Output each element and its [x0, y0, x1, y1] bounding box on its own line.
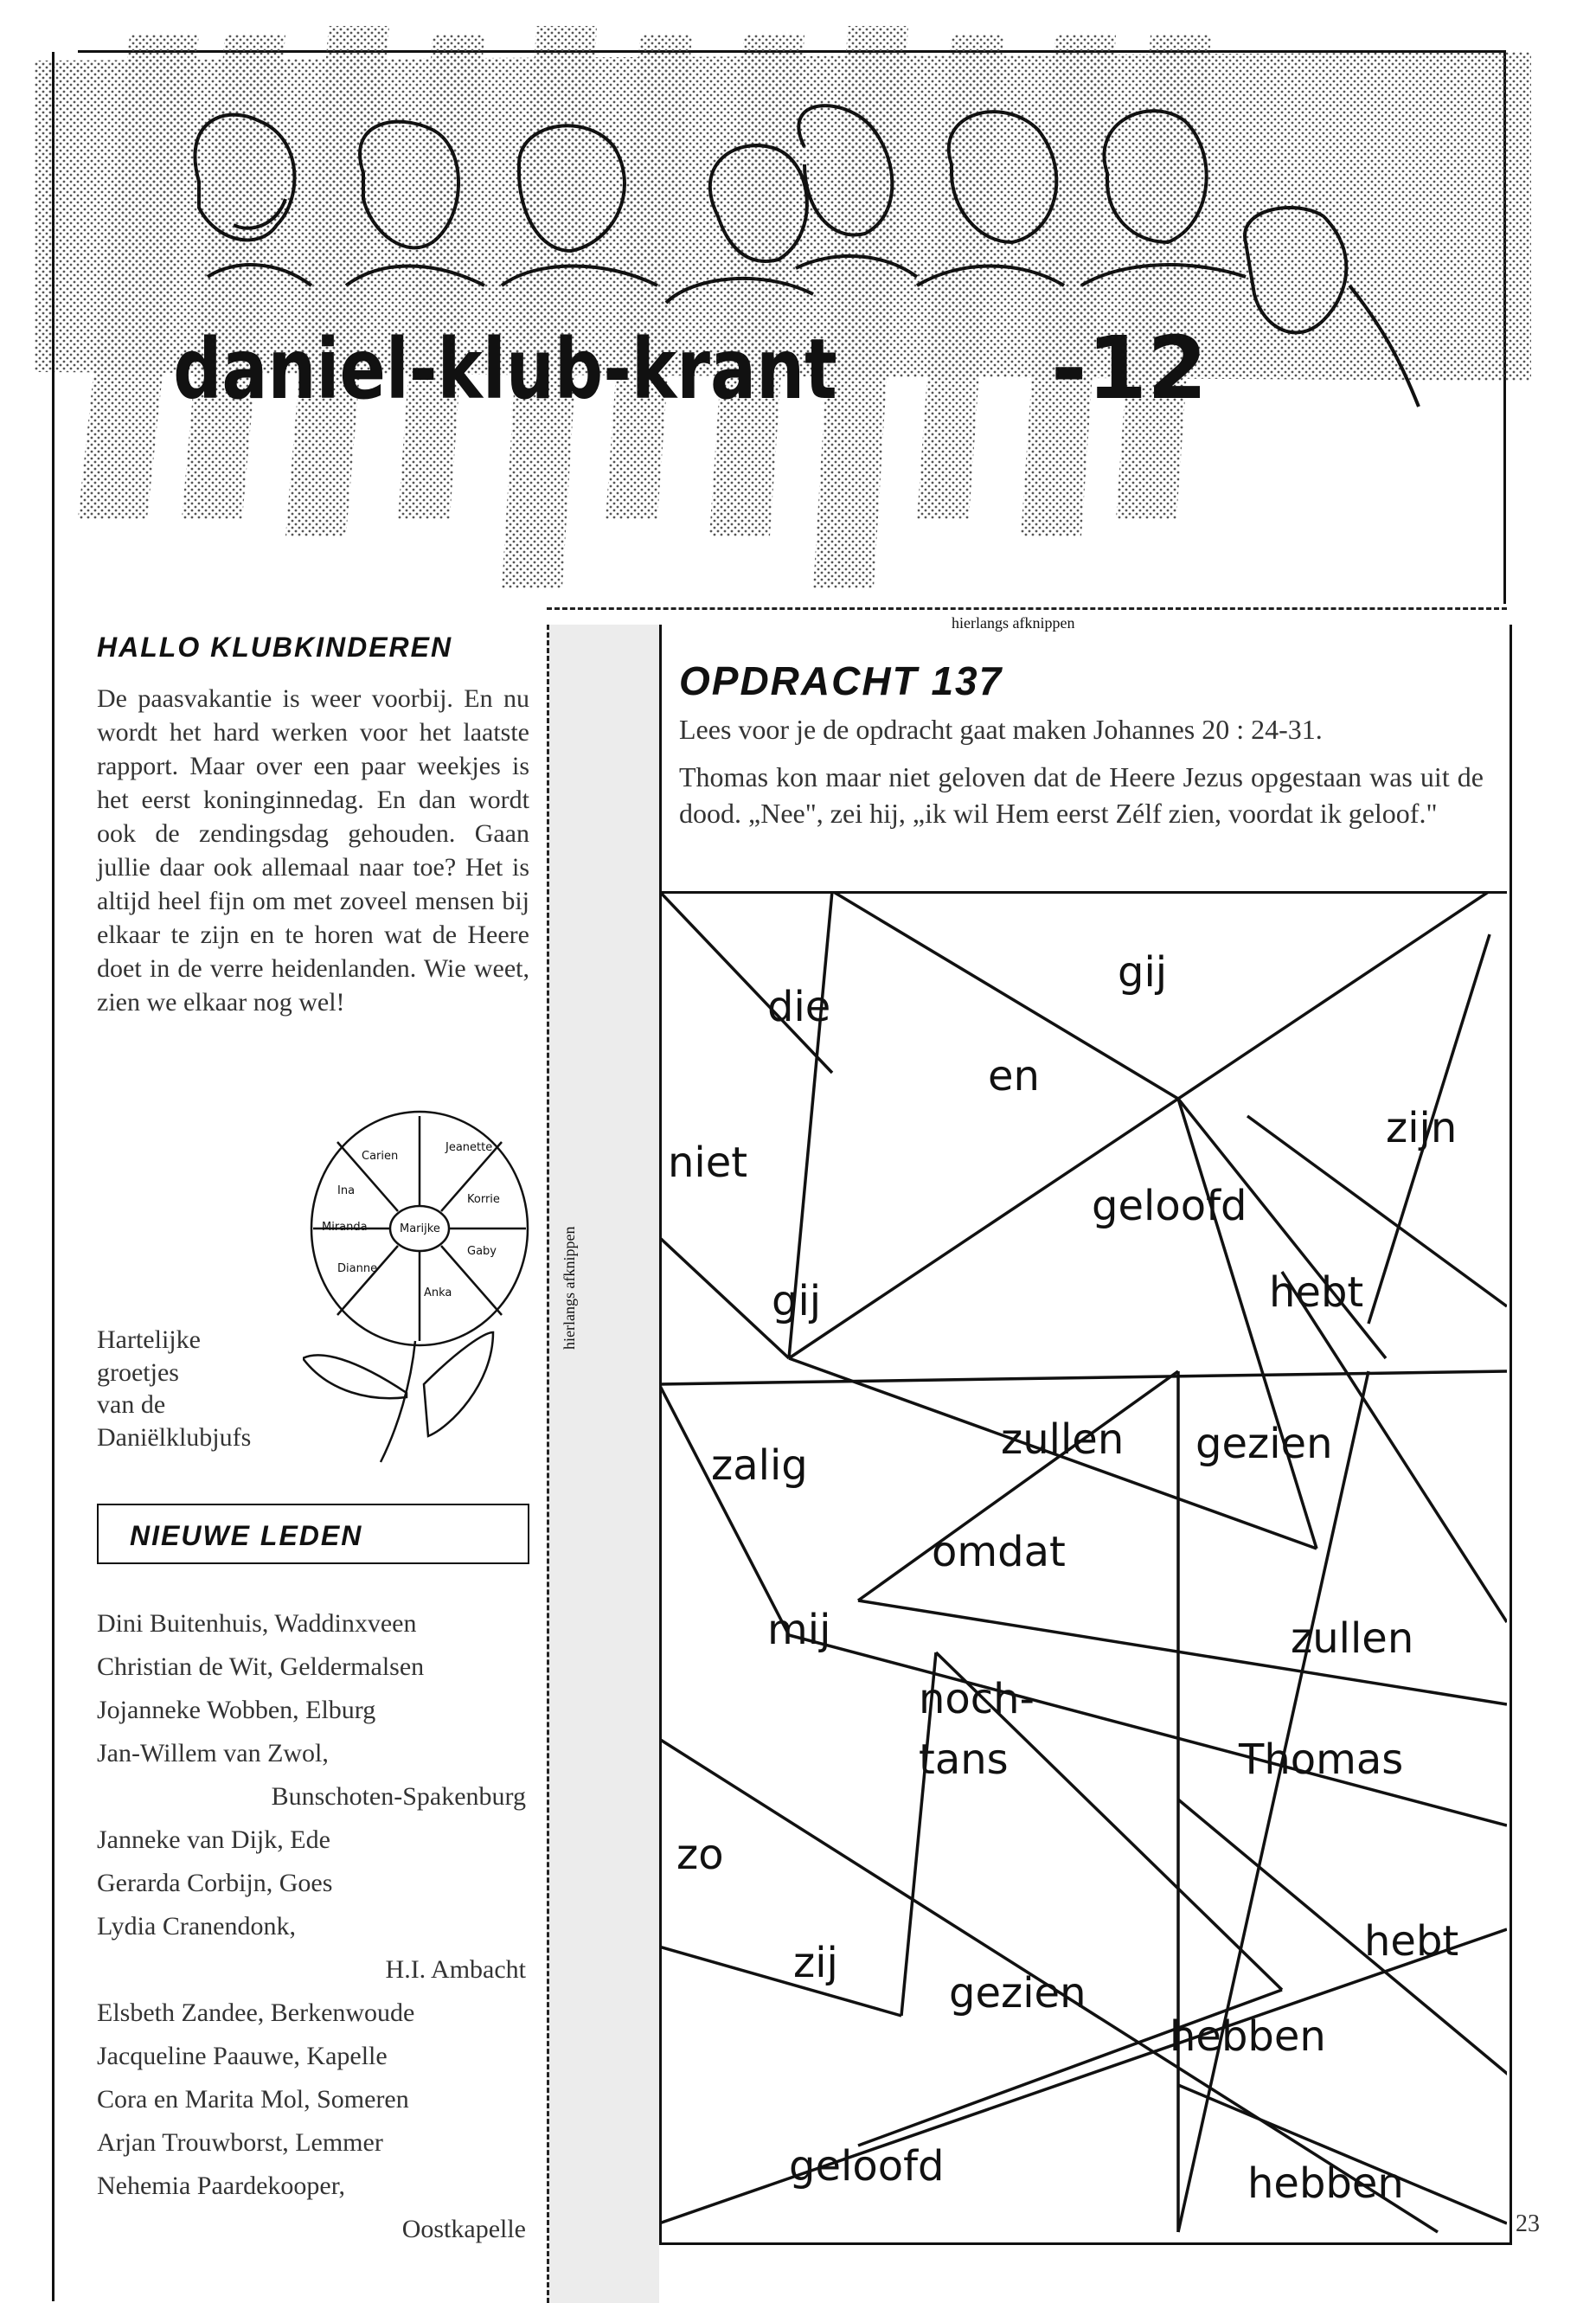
cut-line-vertical	[547, 625, 549, 2303]
puzzle-word: geloofd	[1092, 1182, 1247, 1230]
puzzle-word: mij	[767, 1606, 831, 1654]
list-item: Gerarda Corbijn, Goes	[97, 1869, 333, 1897]
flower-name-9: Anka	[424, 1286, 452, 1299]
list-item: Arjan Trouwborst, Lemmer	[97, 2128, 383, 2157]
list-item: Christian de Wit, Geldermalsen	[97, 1652, 425, 1681]
puzzle-word: gij	[1118, 948, 1168, 997]
issue-number: -12	[1051, 318, 1208, 419]
cut-label-side: hierlangs afknippen	[561, 1226, 578, 1350]
member-list	[97, 1602, 526, 2251]
puzzle-word: Thomas	[1239, 1735, 1404, 1784]
nieuwe-leden-title: NIEUWE LEDEN	[130, 1520, 363, 1551]
masthead	[0, 0, 1596, 606]
puzzle-word: hebben	[1170, 2012, 1326, 2061]
flower-drawing	[303, 1099, 536, 1471]
greeting-line: groetjes	[97, 1357, 179, 1387]
puzzle-word: zullen	[1001, 1415, 1125, 1464]
flower-name-6: Miranda	[322, 1221, 368, 1234]
list-item: H.I. Ambacht	[385, 1955, 526, 1984]
hallo-title: HALLO KLUBKINDEREN	[97, 632, 453, 663]
list-item: Jan-Willem van Zwol,	[97, 1739, 329, 1767]
list-item: Janneke van Dijk, Ede	[97, 1825, 330, 1854]
puzzle-word: zijn	[1386, 1104, 1458, 1152]
opdracht-story: Thomas kon maar niet geloven dat de Heere Jezus opgestaan was uit de dood. „Nee", zei hij, „ik wil Hem eerst Zélf zien, voordat ik geloof."	[679, 761, 1484, 829]
puzzle-word: geloofd	[789, 2142, 945, 2191]
list-item: Cora en Marita Mol, Someren	[97, 2085, 409, 2114]
opdracht-title: OPDRACHT 137	[679, 658, 1003, 703]
masthead-title: daniel-klub-krant	[173, 321, 837, 418]
page-number: 23	[1516, 2210, 1540, 2237]
puzzle-word: tans	[919, 1735, 1009, 1784]
cut-label-top: hierlangs afknippen	[952, 614, 1075, 632]
list-item: Oostkapelle	[401, 2215, 526, 2243]
cut-line-horizontal	[547, 607, 1507, 610]
greeting-line: Daniëlklubjufs	[97, 1422, 252, 1452]
flower-name-8: Dianne	[337, 1262, 378, 1275]
puzzle-word: en	[988, 1052, 1040, 1100]
list-item: Jacqueline Paauwe, Kapelle	[97, 2042, 388, 2070]
list-item: Jojanneke Wobben, Elburg	[97, 1696, 376, 1724]
greeting-line: van de	[97, 1390, 166, 1419]
flower-name-2: Jeanette	[445, 1141, 493, 1154]
puzzle-grid	[659, 891, 1507, 2241]
puzzle-word: zullen	[1291, 1614, 1414, 1663]
puzzle-word: gezien	[1195, 1420, 1333, 1468]
puzzle-word: zo	[676, 1831, 724, 1879]
puzzle-word: zij	[793, 1939, 838, 1987]
puzzle-word: gij	[772, 1277, 822, 1325]
flower-name-3: Ina	[337, 1184, 356, 1197]
list-item: Nehemia Paardekooper,	[97, 2171, 346, 2200]
flower-name-4: Marijke	[400, 1222, 440, 1235]
flower-name-5: Korrie	[467, 1193, 500, 1206]
list-item: Bunschoten-Spakenburg	[271, 1782, 526, 1811]
hallo-body: De paasvakantie is weer voorbij. En nu wordt het hard werken voor het laatste rapport. Maar over een paar weekjes is het eerst koninginnedag. En dan wordt ook de zendingsdag gehouden. Gaan jullie daar ook allemaal naar toe? Het is altijd heel fijn om met zoveel mensen bij elkaar te zijn en te horen wat de Heere doet in de verre heidenlanden. Wie weet, zien we elkaar nog wel!	[97, 684, 529, 1017]
cut-strip	[547, 625, 659, 2303]
puzzle-word: hebt	[1269, 1268, 1364, 1317]
list-item: Lydia Cranendonk,	[97, 1912, 296, 1941]
flower-name-1: Carien	[362, 1150, 399, 1163]
puzzle-word: die	[767, 983, 831, 1031]
left-frame-line	[52, 52, 54, 2301]
greeting	[97, 1324, 296, 1453]
puzzle-word: hebben	[1247, 2159, 1404, 2208]
puzzle-word: hebt	[1364, 1917, 1459, 1966]
list-item: Dini Buitenhuis, Waddinxveen	[97, 1609, 417, 1638]
puzzle-word: gezien	[949, 1969, 1086, 2018]
puzzle-word: noch-	[919, 1675, 1035, 1723]
puzzle-word: omdat	[932, 1528, 1066, 1576]
greeting-line: Hartelijke	[97, 1325, 201, 1354]
opdracht-instruction: Lees voor je de opdracht gaat maken Johannes 20 : 24-31.	[679, 714, 1323, 745]
masthead-illustration	[0, 0, 1596, 606]
puzzle-word: niet	[668, 1139, 748, 1187]
puzzle-word: zalig	[711, 1441, 808, 1490]
list-item: Elsbeth Zandee, Berkenwoude	[97, 1998, 415, 2027]
flower-name-7: Gaby	[467, 1245, 497, 1258]
